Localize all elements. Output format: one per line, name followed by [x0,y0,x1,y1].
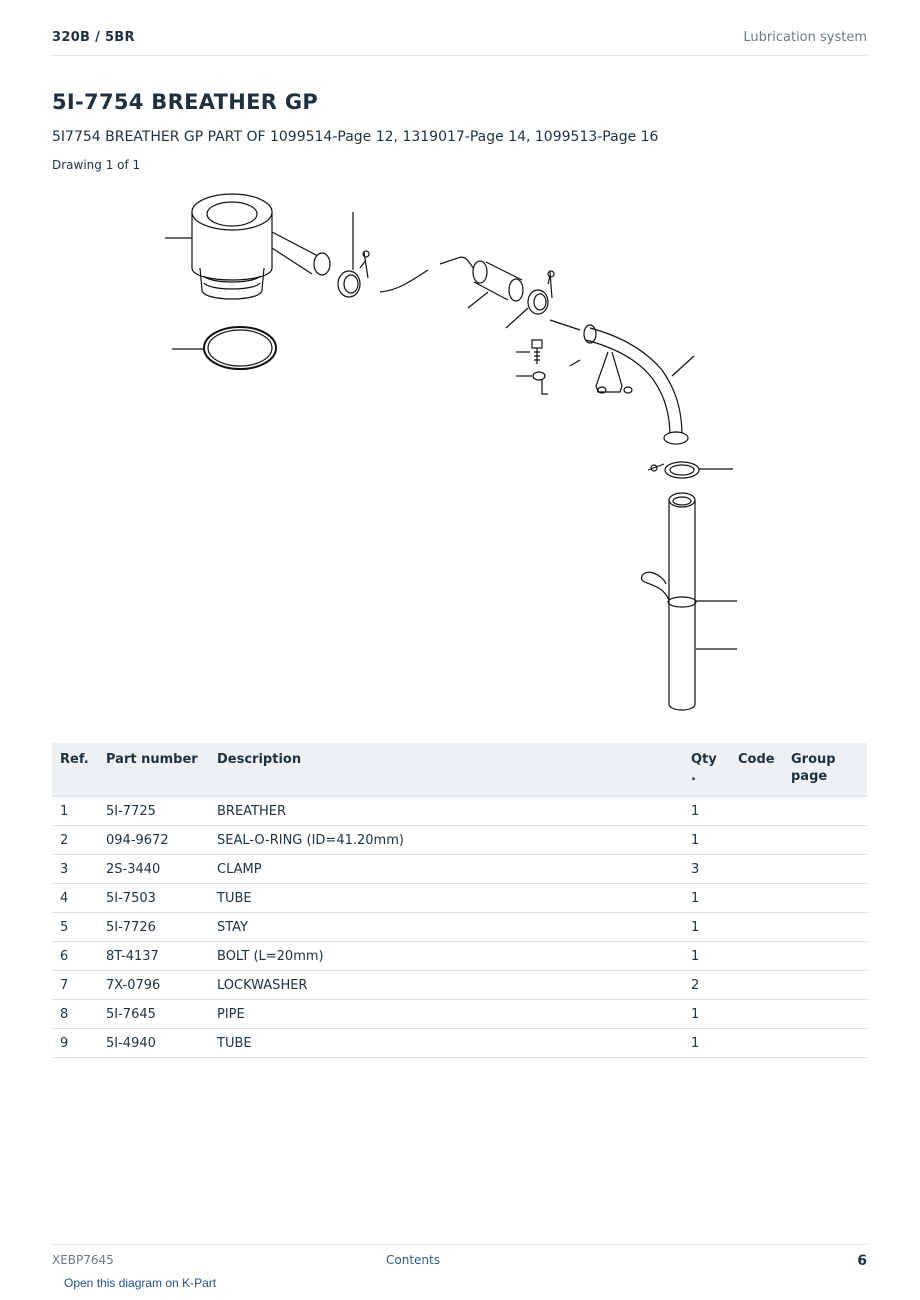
cell-ref: 5 [52,913,98,942]
cell-ref: 2 [52,826,98,855]
cell-ref: 9 [52,1029,98,1058]
cell-qty: 1 [683,1029,730,1058]
cell-description: CLAMP [209,855,683,884]
cell-ref: 8 [52,1000,98,1029]
cell-group-page [783,855,867,884]
cell-code [730,971,783,1000]
table-row [52,826,867,855]
cell-part-number: 2S-3440 [98,855,209,884]
cell-ref: 6 [52,942,98,971]
cell-qty: 3 [683,855,730,884]
cell-part-number: 094-9672 [98,826,209,855]
cell-qty: 1 [683,1000,730,1029]
cell-code [730,1029,783,1058]
cell-description: SEAL-O-RING (ID=41.20mm) [209,826,683,855]
cell-group-page [783,826,867,855]
cell-part-number: 7X-0796 [98,971,209,1000]
cell-group-page [783,913,867,942]
cell-description: BREATHER [209,797,683,826]
bolt-and-washer-drawing [516,340,548,394]
cell-qty: 1 [683,826,730,855]
model-label: 320B / 5BR [52,30,135,45]
cell-qty: 1 [683,884,730,913]
clamp-drawing-3 [648,462,733,478]
pipe-and-stay-drawing [550,320,694,444]
cell-code [730,913,783,942]
cell-qty: 2 [683,971,730,1000]
table-row [52,884,867,913]
cell-code [730,855,783,884]
cell-part-number: 5I-7645 [98,1000,209,1029]
cell-ref: 3 [52,855,98,884]
cell-qty: 1 [683,797,730,826]
table-row [52,913,867,942]
cell-code [730,884,783,913]
cell-qty: 1 [683,942,730,971]
col-header-part-number: Part number [98,743,209,797]
cell-ref: 1 [52,797,98,826]
cell-description: TUBE [209,1029,683,1058]
contents-link[interactable]: Contents [386,1253,440,1267]
cell-group-page [783,1029,867,1058]
cell-part-number: 5I-7725 [98,797,209,826]
col-header-group-page: Group page [783,743,867,797]
cell-code [730,797,783,826]
parts-diagram [150,180,770,720]
col-header-ref: Ref. [52,743,98,797]
drawing-count: Drawing 1 of 1 [52,158,141,172]
cell-group-page [783,884,867,913]
cell-group-page [783,797,867,826]
col-header-qty: Qty . [683,743,730,797]
breather-part-drawing [165,194,330,299]
cell-code [730,942,783,971]
cell-description: STAY [209,913,683,942]
cell-part-number: 5I-7503 [98,884,209,913]
col-header-code: Code [730,743,783,797]
cell-code [730,1000,783,1029]
cell-ref: 7 [52,971,98,1000]
cell-group-page [783,942,867,971]
page-number: 6 [857,1253,867,1269]
table-row [52,797,867,826]
page-subtitle: 5I7754 BREATHER GP PART OF 1099514-Page 12, 1319017-Page 14, 1099513-Page 16 [52,129,659,145]
parts-table [52,743,867,1058]
cell-part-number: 5I-4940 [98,1029,209,1058]
cell-group-page [783,971,867,1000]
page-header [52,28,867,56]
table-row [52,942,867,971]
col-header-description: Description [209,743,683,797]
cell-description: BOLT (L=20mm) [209,942,683,971]
page-title: 5I-7754 BREATHER GP [52,90,319,114]
cell-qty: 1 [683,913,730,942]
table-header-row [52,743,867,797]
table-row [52,1000,867,1029]
clamp-drawing-1 [338,212,369,297]
seal-o-ring-drawing [172,327,276,369]
table-row [52,971,867,1000]
table-row [52,1029,867,1058]
cell-description: TUBE [209,884,683,913]
cell-group-page [783,1000,867,1029]
tube-drawing-lower [642,493,737,710]
open-on-kpart-link[interactable]: Open this diagram on K-Part [64,1276,217,1290]
section-label: Lubrication system [743,30,867,45]
cell-part-number: 8T-4137 [98,942,209,971]
tube-drawing-upper [468,261,523,308]
cell-code [730,826,783,855]
cell-description: PIPE [209,1000,683,1029]
footer-divider [52,1244,867,1245]
table-row [52,855,867,884]
hose-line-drawing [380,257,476,292]
document-code: XEBP7645 [52,1253,114,1267]
cell-part-number: 5I-7726 [98,913,209,942]
cell-ref: 4 [52,884,98,913]
cell-description: LOCKWASHER [209,971,683,1000]
